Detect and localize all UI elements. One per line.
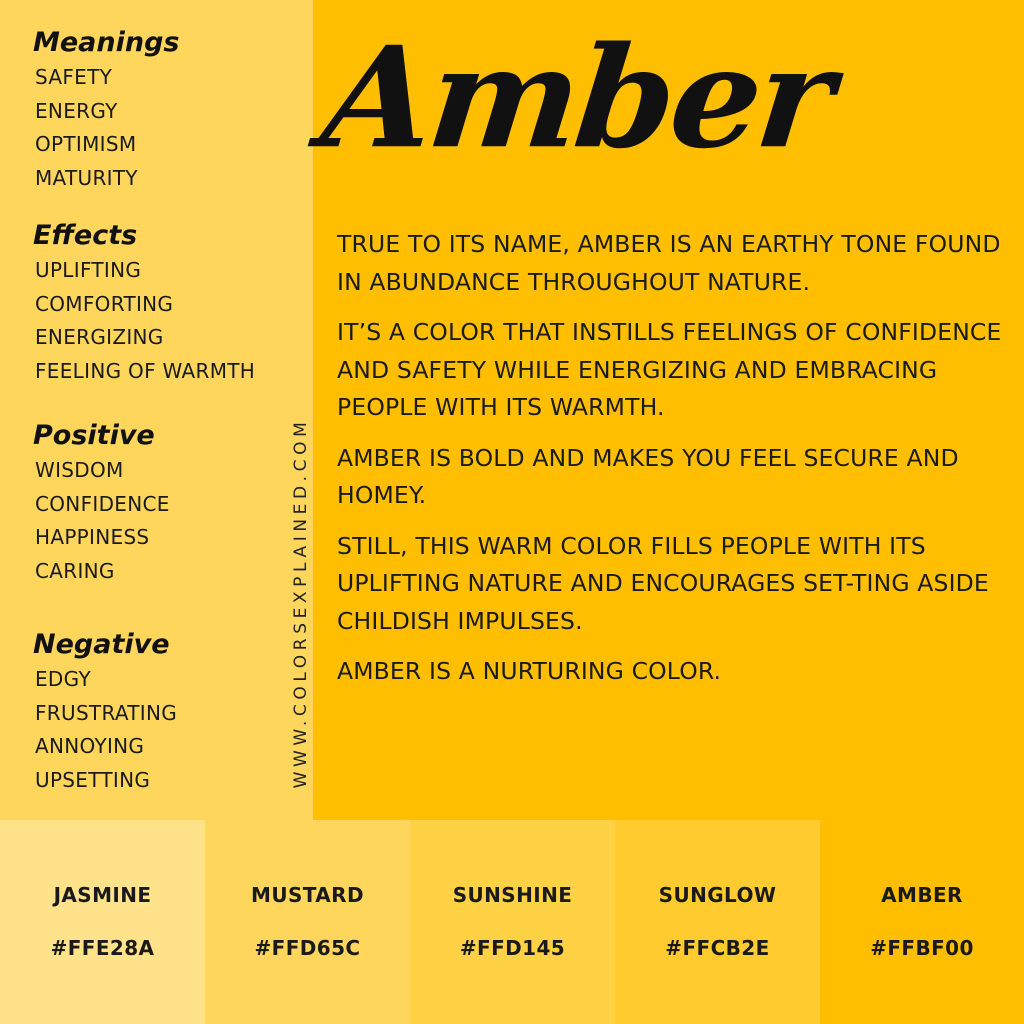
section-effects xyxy=(35,220,255,389)
section-list xyxy=(35,254,255,389)
section-heading: Effects xyxy=(33,220,138,251)
list-item: CARING xyxy=(35,559,115,584)
list-item: FEELING OF WARMTH xyxy=(35,359,256,384)
list-item: ANNOYING xyxy=(35,734,145,759)
list-item: CONFIDENCE xyxy=(35,491,170,516)
section-heading: Negative xyxy=(33,629,170,660)
paragraph: AMBER IS BOLD AND MAKES YOU FEEL SECURE AND HOMEY. xyxy=(337,443,959,509)
section-negative xyxy=(35,629,177,798)
swatch-hex: #FFD145 xyxy=(459,936,566,960)
paragraph: IT’S A COLOR THAT INSTILLS FEELINGS OF CONFIDENCE AND SAFETY WHILE ENERGIZING AND EMBRACING PEOPLE WITH ITS WARMTH. xyxy=(337,318,1002,421)
list-item: UPSETTING xyxy=(35,768,151,793)
list-item: WISDOM xyxy=(35,458,124,482)
paragraph: STILL, THIS WARM COLOR FILLS PEOPLE WITH ITS UPLIFTING NATURE AND ENCOURAGES SET-TING ASIDE CHILDISH IMPULSES. xyxy=(337,531,989,635)
list-item: COMFORTING xyxy=(35,291,174,316)
swatch-hex: #FFE28A xyxy=(50,936,155,960)
section-heading: Positive xyxy=(33,420,155,451)
list-item: OPTIMISM xyxy=(35,132,137,157)
swatch-sunshine xyxy=(410,820,615,1024)
list-item: FRUSTRATING xyxy=(35,700,178,725)
list-item: UPLIFTING xyxy=(35,258,142,282)
swatch-row xyxy=(0,820,1024,1024)
list-item: ENERGY xyxy=(35,98,118,123)
swatch-hex: #FFD65C xyxy=(254,936,361,960)
section-list xyxy=(35,61,180,196)
section-heading: Meanings xyxy=(33,27,180,58)
section-list xyxy=(35,663,177,798)
list-item: SAFETY xyxy=(35,65,113,89)
swatch-hex: #FFBF00 xyxy=(870,936,974,960)
description xyxy=(337,226,1007,704)
paragraph: AMBER IS A NURTURING COLOR. xyxy=(337,657,722,685)
section-positive xyxy=(35,420,170,589)
swatch-name: MUSTARD xyxy=(251,883,364,907)
swatch-mustard xyxy=(205,820,410,1024)
swatch-sunglow xyxy=(615,820,820,1024)
swatch-name: SUNSHINE xyxy=(452,883,573,907)
swatch-name: SUNGLOW xyxy=(658,883,777,907)
paragraph: TRUE TO ITS NAME, AMBER IS AN EARTHY TONE FOUND IN ABUNDANCE THROUGHOUT NATURE. xyxy=(337,230,1001,296)
list-item: HAPPINESS xyxy=(35,525,150,550)
section-list xyxy=(35,454,170,589)
swatch-hex: #FFCB2E xyxy=(665,936,770,960)
list-item: MATURITY xyxy=(35,166,138,191)
list-item: EDGY xyxy=(35,667,91,691)
swatch-jasmine xyxy=(0,820,205,1024)
list-item: ENERGIZING xyxy=(35,325,164,350)
swatch-amber xyxy=(820,820,1024,1024)
page-title: Amber xyxy=(315,16,838,180)
swatch-name: JASMINE xyxy=(53,883,152,907)
swatch-name: AMBER xyxy=(881,883,963,907)
website-url: WWW.COLORSEXPLAINED.COM xyxy=(291,417,311,789)
section-meanings xyxy=(35,27,180,196)
